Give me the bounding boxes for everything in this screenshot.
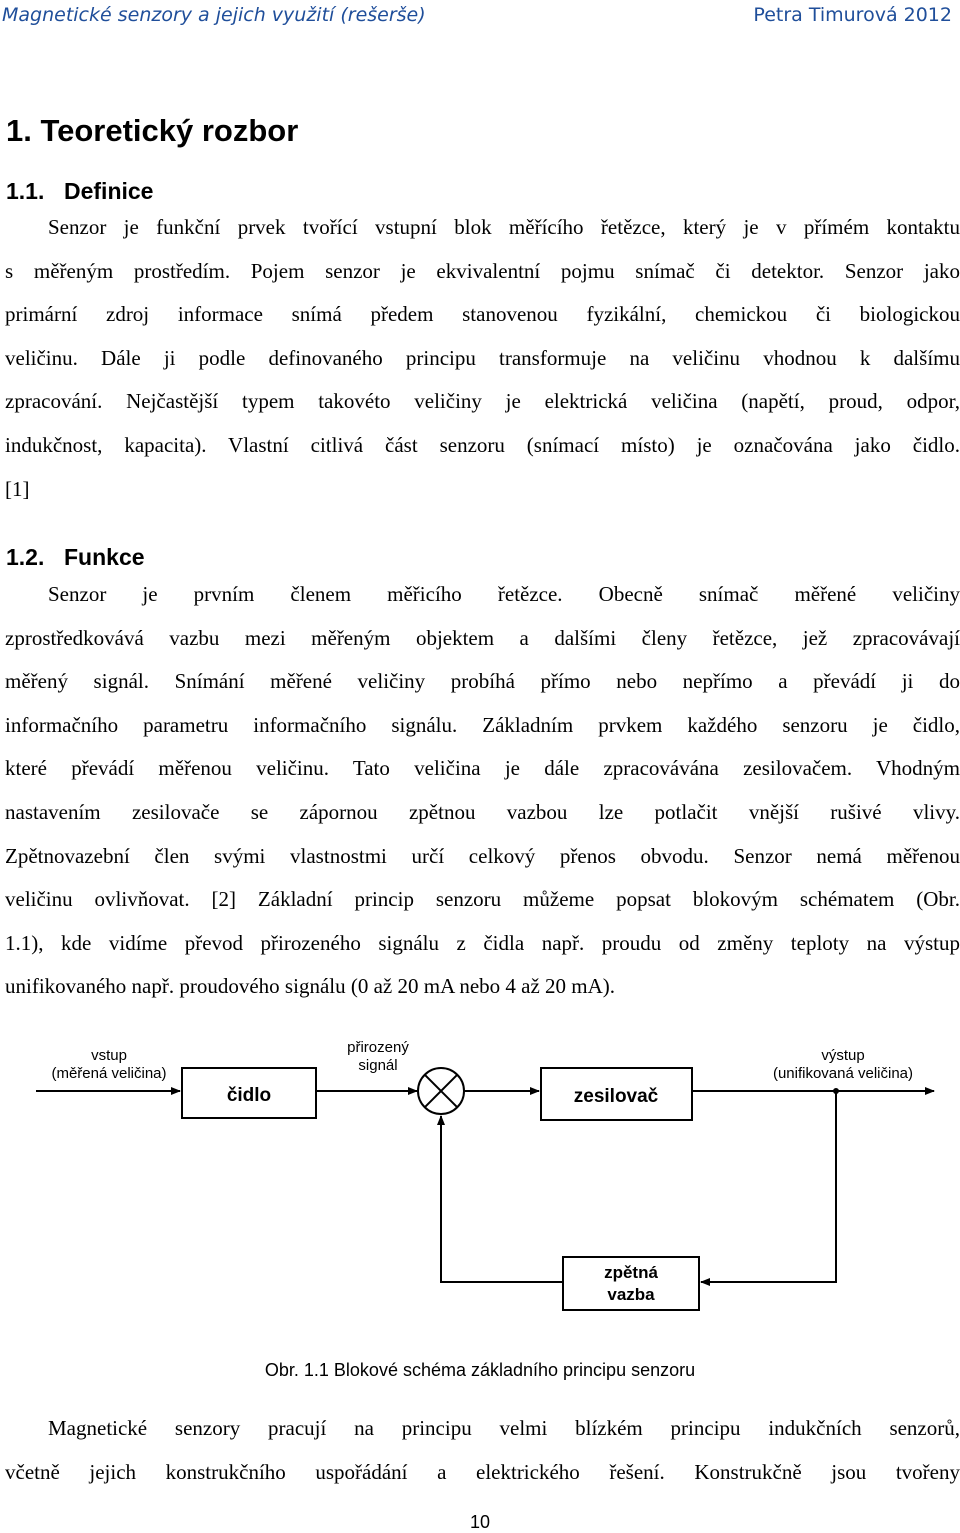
text-line: s měřeným prostředím. Pojem senzor je ekvivalentní pojmu snímač či detektor. Senzor jako [5, 258, 960, 283]
text-line: veličinu ovlivňovat. [2] Základní princip senzoru můžeme popsat blokovým schématem (Obr. [5, 887, 960, 912]
page-number: 10 [469, 1512, 491, 1532]
subsection-heading-funkce [6, 544, 145, 571]
subsection-title: Definice [64, 178, 154, 204]
feedback-block-label-detail: vazba [607, 1285, 655, 1304]
paragraph-magnetic-sensors [5, 1407, 960, 1494]
text-line: [1] [5, 476, 30, 501]
section-title: Teoretický rozbor [40, 113, 299, 148]
natural-signal-label-detail: signál [358, 1057, 398, 1074]
branch-point [833, 1088, 839, 1094]
subsection-number: 1.2. [6, 544, 45, 570]
natural-signal-label: přirozený [347, 1039, 409, 1056]
output-label: výstup [821, 1047, 865, 1064]
subsection-title: Funkce [64, 544, 145, 570]
input-label-detail: (měřená veličina) [51, 1065, 167, 1082]
text-line: informačního parametru informačního signálu. Základním prvkem každého senzoru je čidlo, [5, 712, 960, 737]
summing-junction [418, 1068, 464, 1114]
section-number: 1. [6, 113, 32, 148]
text-line: zpracování. Nejčastější typem takovéto veličiny je elektrická veličina (napětí, proud, odpor, [5, 389, 960, 414]
text-line: unifikovaného např. proudového signálu (0 až 20 mA nebo 4 až 20 mA). [5, 974, 616, 999]
feedback-return-line [441, 1116, 563, 1282]
text-line: Magnetické senzory pracují na principu velmi blízkém principu indukčních senzorů, [48, 1416, 960, 1440]
text-line: veličinu. Dále ji podle definovaného principu transformuje na veličinu vhodnou k dalšímu [5, 345, 960, 370]
sensor-block-label: čidlo [226, 1085, 272, 1106]
text-line: Senzor je funkční prvek tvořící vstupní blok měřícího řetězce, který je v přímém kontaktu [48, 215, 960, 239]
header-document-title: Magnetické senzory a jejich využití (rešerše) [2, 4, 426, 26]
text-line: Senzor je prvním členem měřicího řetězce. Obecně snímač měřené veličiny [48, 582, 960, 606]
text-line: Zpětnovazební člen svými vlastnostmi určí celkový přenos obvodu. Senzor nemá měřenou [5, 843, 960, 868]
text-line: zprostředkovává vazbu mezi měřeným objektem a dalšími členy řetězce, jež zpracovávají [5, 625, 960, 650]
text-line: indukčnost, kapacita). Vlastní citlivá část senzoru (snímací místo) je označována jako čidlo. [5, 432, 960, 457]
feedback-block-label: zpětná [604, 1263, 658, 1282]
paragraph-funkce [5, 573, 960, 1009]
text-line: nastavením zesilovače se zápornou zpětnou vazbou lze potlačit vnější rušivé vlivy. [5, 799, 960, 824]
text-line: primární zdroj informace snímá předem stanovenou fyzikální, chemickou či biologickou [5, 302, 960, 327]
feedback-branch-line [701, 1091, 836, 1282]
text-line: 1.1), kde vidíme převod přirozeného signálu z čidla např. proudu od změny teploty na výstup [5, 930, 960, 955]
figure-caption: Obr. 1.1 Blokové schéma základního principu senzoru [264, 1360, 696, 1380]
header-author-year: Petra Timurová 2012 [753, 4, 952, 26]
text-line: včetně jejich konstrukčního uspořádání a elektrického řešení. Konstrukčně jsou tvořeny [5, 1459, 960, 1484]
text-line: které převádí měřenou veličinu. Tato veličina je dále zpracovávána zesilovačem. Vhodným [5, 756, 960, 781]
paragraph-definice [5, 206, 960, 511]
subsection-heading-definice [6, 178, 153, 205]
output-label-detail: (unifikovaná veličina) [772, 1065, 914, 1082]
block-diagram [0, 1030, 960, 1350]
subsection-number: 1.1. [6, 178, 45, 204]
text-line: měřený signál. Snímání měřené veličiny probíhá přímo nebo nepřímo a převádí ji do [5, 669, 960, 694]
amplifier-block-label: zesilovač [573, 1086, 659, 1107]
input-label: vstup [91, 1047, 127, 1064]
section-heading [6, 113, 298, 149]
